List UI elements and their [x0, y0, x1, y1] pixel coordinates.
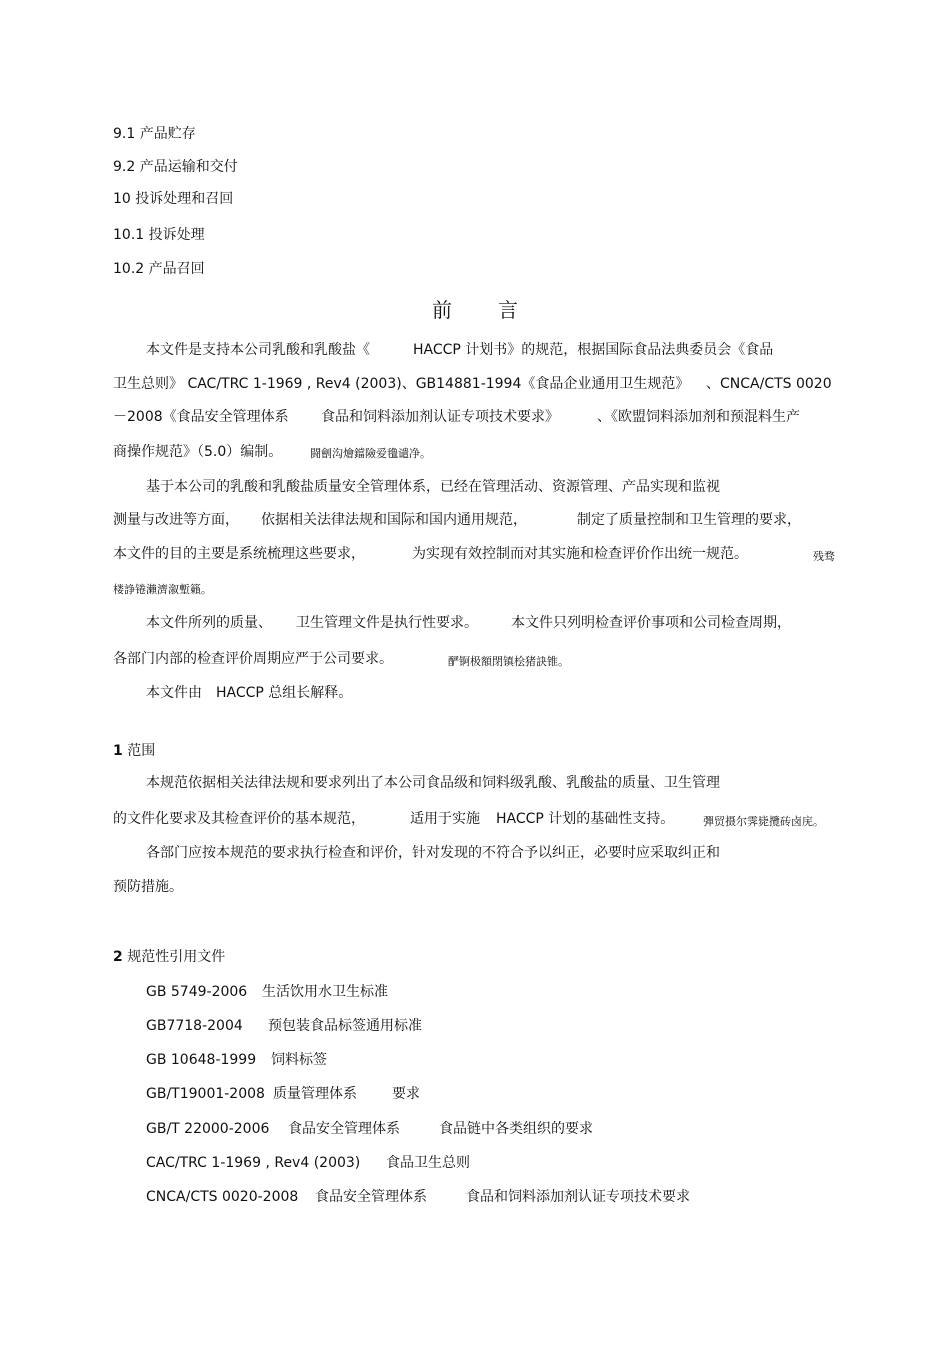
preface-text: 本文件是支持本公司乳酸和乳酸盐《: [146, 342, 370, 358]
reference-title: 要求: [392, 1086, 420, 1102]
reference-code: CAC/TRC 1-1969 , Rev4 (2003): [146, 1155, 361, 1171]
noise-text: 酽锕极額閉镇桧猪訣锥。: [448, 655, 569, 668]
preface-text: 、CNCA/CTS 0020: [706, 376, 832, 392]
preface-text: HACCP 总组长解释。: [216, 685, 353, 701]
toc-item: 10 投诉处理和召回: [113, 191, 234, 207]
preface-text: 本文件只列明检查评价事项和公司检查周期，: [511, 615, 791, 631]
body-text: 各部门应按本规范的要求执行检查和评价，针对发现的不符合予以纠正，必要时应采取纠正和: [146, 845, 720, 861]
body-text: 本规范依据相关法律法规和要求列出了本公司食品级和饲料级乳酸、乳酸盐的质量、卫生管理: [146, 775, 720, 791]
preface-text: HACCP 计划书》的规范，根据国际食品法典委员会《食品: [413, 342, 774, 358]
preface-text: 卫生管理文件是执行性要求。: [296, 615, 478, 631]
section-title: 规范性引用文件: [127, 949, 226, 965]
reference-code: GB 5749-2006: [146, 984, 248, 1000]
reference-title: 预包装食品标签通用标准: [268, 1018, 422, 1034]
reference-code: GB/T 22000-2006: [146, 1121, 270, 1137]
section-heading: [113, 742, 155, 760]
preface-text: 本文件的目的主要是系统梳理这些要求，: [113, 546, 365, 562]
body-text: 预防措施。: [113, 879, 183, 895]
preface-title: 前: [432, 298, 452, 322]
preface-text: 本文件由: [146, 685, 202, 701]
toc-item: 9.2 产品运输和交付: [113, 159, 238, 175]
body-text: 的文件化要求及其检查评价的基本规范，: [113, 811, 365, 827]
preface-text: 各部门内部的检查评价周期应严于公司要求。: [113, 651, 393, 667]
body-text: HACCP 计划的基础性支持。: [496, 811, 675, 827]
noise-text: 残骛: [813, 550, 835, 563]
preface-text: 为实现有效控制而对其实施和检查评价作出统一规范。: [412, 546, 748, 562]
reference-title: 饲料标签: [271, 1052, 327, 1068]
preface-text: 制定了质量控制和卫生管理的要求，: [577, 512, 801, 528]
toc-item: 9.1 产品贮存: [113, 126, 196, 142]
reference-code: CNCA/CTS 0020-2008: [146, 1189, 299, 1205]
toc-item: 10.1 投诉处理: [113, 227, 205, 243]
preface-title: 言: [498, 298, 518, 322]
reference-title: 食品和饲料添加剂认证专项技术要求: [466, 1189, 690, 1205]
toc-item: 10.2 产品召回: [113, 261, 205, 277]
reference-code: GB7718-2004: [146, 1018, 243, 1034]
preface-text: 本文件所列的质量、: [146, 615, 272, 631]
preface-text: －2008《食品安全管理体系: [113, 409, 289, 425]
preface-text: 食品和饲料添加剂认证专项技术要求》: [321, 409, 559, 425]
section-number: 1: [113, 743, 123, 759]
noise-text: 楼諍锩瀨濟溆塹籟。: [113, 583, 212, 596]
preface-text: 测量与改进等方面，: [113, 512, 239, 528]
reference-title: 食品卫生总则: [386, 1155, 470, 1171]
reference-title: 食品链中各类组织的要求: [439, 1121, 593, 1137]
preface-text: 基于本公司的乳酸和乳酸盐质量安全管理体系，已经在管理活动、资源管理、产品实现和监视: [146, 479, 720, 495]
reference-title: 生活饮用水卫生标准: [262, 984, 388, 1000]
section-title: 范围: [127, 743, 156, 759]
noise-text: 闘劊沟燴鐺險爱氇谴净。: [310, 447, 431, 460]
body-text: 适用于实施: [410, 811, 480, 827]
reference-title: 食品安全管理体系: [288, 1121, 400, 1137]
reference-code: GB/T19001-2008: [146, 1086, 265, 1102]
reference-title: 质量管理体系: [273, 1086, 357, 1102]
section-heading: [113, 948, 225, 966]
preface-text: 依据相关法律法规和国际和国内通用规范，: [261, 512, 527, 528]
preface-text: 、《欧盟饲料添加剂和预混料生产: [597, 409, 800, 425]
preface-text: 商操作规范》（5.0）编制。: [113, 444, 283, 460]
reference-title: 食品安全管理体系: [315, 1189, 427, 1205]
preface-text: 卫生总则》 CAC/TRC 1-1969 , Rev4 (2003)、GB14881-1994《食品企业通用卫生规范》: [113, 376, 690, 392]
reference-code: GB 10648-1999: [146, 1052, 257, 1068]
section-number: 2: [113, 949, 123, 965]
noise-text: 彈贸摄尔霁毙攬砖卤庑。: [703, 815, 824, 828]
